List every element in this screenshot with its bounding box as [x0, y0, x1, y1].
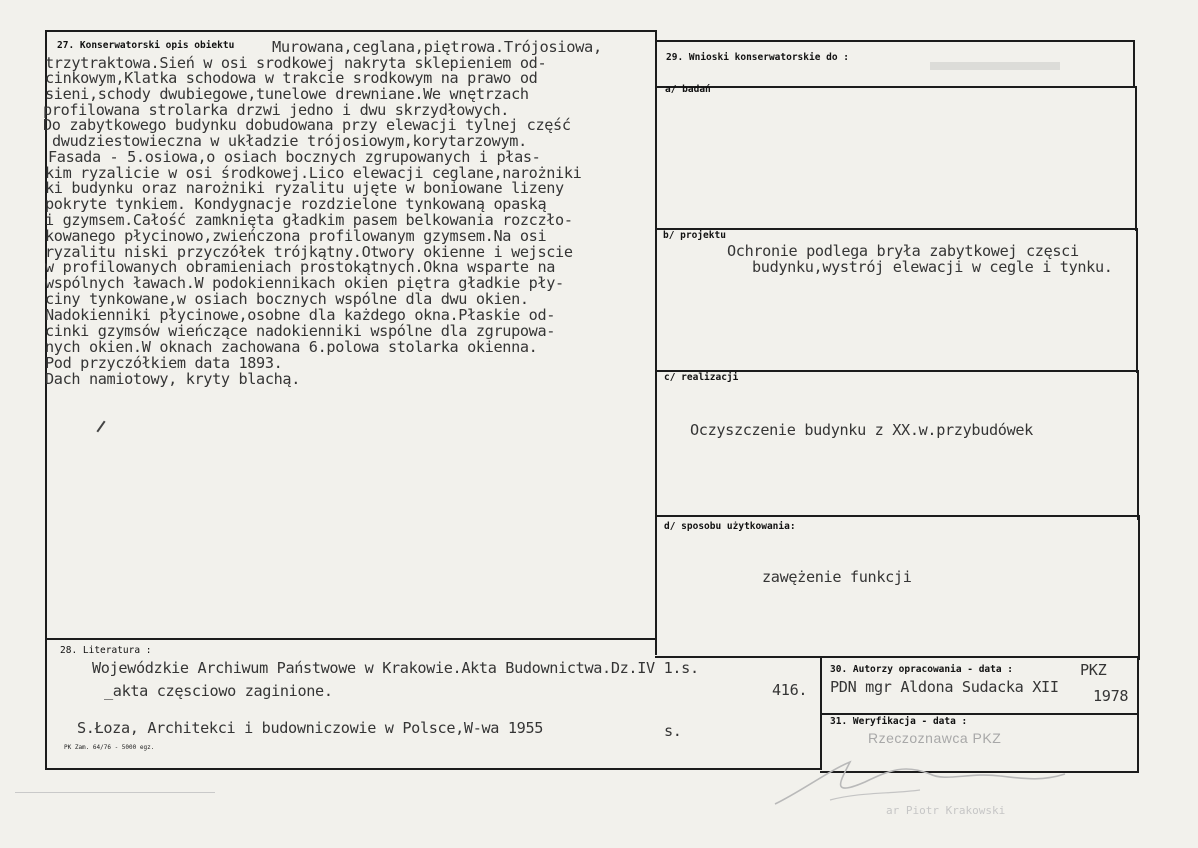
description-line: Murowana,ceglana,piętrowa.Trójosiowa,: [272, 38, 602, 56]
authors-year: 1978: [1093, 687, 1129, 705]
frame-right: [1133, 40, 1135, 88]
signature: [770, 752, 1070, 812]
literature-line-3-suffix: s.: [664, 722, 682, 740]
description-line: Dach namiotowy, kryty blachą.: [45, 370, 301, 388]
section-28-header: 28. Literatura :: [60, 645, 152, 656]
print-note: PK Zam. 64/76 - 5000 egz.: [64, 744, 155, 751]
description-line: ryzalitu niski przyczółek trójkątny.Otwory okienne i wejscie: [45, 243, 573, 261]
description-line: pokryte tynkiem. Kondygnacje rozdzielone tynkowaną opaską: [45, 195, 547, 213]
description-line: kim ryzalicie w osi środkowej.Lico elewacji ceglane,narożniki: [45, 164, 582, 182]
literature-line-1-num: 416.: [772, 681, 808, 699]
description-line: Fasada - 5.osiowa,o osiach bocznych zgrupowanych i płas-: [48, 148, 541, 166]
conclusion-c-text: Oczyszczenie budynku z XX.w.przybudówek: [690, 421, 1033, 439]
section-29b-header: b/ projektu: [663, 230, 726, 241]
description-line: Nadokienniki płycinowe,osobne dla każdego okna.Płaskie od-: [45, 306, 556, 324]
bleed-mark: [15, 792, 215, 793]
verification-stamp-name: ar Piotr Krakowski: [886, 804, 1006, 817]
divider-29-30: [655, 656, 1140, 658]
conclusion-b-line: Ochronie podlega bryła zabytkowej częsci: [727, 242, 1079, 260]
frame-right-4: [1137, 370, 1139, 520]
frame-bottom: [45, 768, 820, 770]
description-line: dwudziestowieczna w układzie trójosiowym,korytarzowym.: [52, 132, 527, 150]
frame-right-2: [1135, 86, 1137, 231]
description-line: i gzymsem.Całość zamknięta gładkim pasem belkowania rozczło-: [45, 211, 573, 229]
section-29-header: 29. Wnioski konserwatorskie do :: [666, 52, 850, 63]
description-line: cinki gzymsów wieńczące nadokienniki wspólne dla zgrupowa-: [45, 322, 556, 340]
description-line: Do zabytkowego budynku dobudowana przy elewacji tylnej część: [43, 116, 571, 134]
description-line: wspólnych ławach.W podokiennikach okien piętra gładkie pły-: [45, 274, 564, 292]
description-line: trzytraktowa.Sień w osi srodkowej nakryta sklepieniem od-: [45, 54, 547, 72]
description-line: ki budynku oraz narożniki ryzalitu ujęte w boniowane lizeny: [45, 179, 564, 197]
literature-line-3: S.Łoza, Architekci i budowniczowie w Polsce,W-wa 1955: [77, 719, 544, 737]
section-27-header: 27. Konserwatorski opis obiektu: [57, 40, 235, 51]
description-line: Pod przyczółkiem data 1893.: [45, 354, 283, 372]
literature-line-1: Wojewódzkie Archiwum Państwowe w Krakowie.Akta Budownictwa.Dz.IV 1.s.: [92, 659, 699, 677]
section-29c-header: c/ realizacji: [664, 372, 739, 383]
frame-left: [45, 30, 47, 770]
frame-right-5: [1138, 515, 1140, 660]
conclusion-b-line: budynku,wystrój elewacji w cegle i tynku.: [752, 258, 1113, 276]
description-line: nych okien.W oknach zachowana 6.polowa stolarka okienna.: [45, 338, 538, 356]
divider-29-header: [655, 86, 1135, 88]
frame-right-3: [1136, 228, 1138, 373]
bleed-mark: [930, 62, 1060, 70]
description-line: ciny tynkowane,w osiach bocznych wspólne dla dwu okien.: [45, 290, 529, 308]
section-30-header: 30. Autorzy opracowania - data :: [830, 664, 1014, 675]
authors-org: PKZ: [1080, 661, 1107, 679]
verification-stamp: Rzeczoznawca PKZ: [868, 730, 1002, 746]
description-line: w profilowanych obramieniach prostokątnych.Okna wsparte na: [45, 258, 556, 276]
section-29d-header: d/ sposobu użytkowania:: [664, 521, 796, 532]
divider-29c-d: [655, 515, 1139, 517]
section-31-header: 31. Weryfikacja - data :: [830, 716, 968, 727]
description-line: profilowana strolarka drzwi jedno i dwu skrzydłowych.: [43, 101, 510, 119]
literature-line-2: _akta częsciowo zaginione.: [104, 682, 333, 700]
divider-29a-b: [655, 228, 1137, 230]
description-line: cinkowym,Klatka schodowa w trakcie srodkowym na prawo od: [45, 69, 538, 87]
authors-line: PDN mgr Aldona Sudacka XII: [830, 678, 1059, 696]
divider-27-28: [45, 638, 657, 640]
section-29a-header: a/ badań: [665, 84, 711, 95]
frame-top-left: [45, 30, 657, 32]
description-line: sieni,schody dwubiegowe,tunelowe drewniane.We wnętrzach: [45, 85, 529, 103]
divider-30-31: [820, 713, 1138, 715]
conclusion-d-text: zawężenie funkcji: [762, 568, 912, 586]
frame-right-6: [1137, 656, 1139, 773]
description-line: kowanego płycinowo,zwieńczona profilowanym gzymsem.Na osi: [45, 227, 547, 245]
pen-mark: [96, 421, 105, 433]
frame-top-right: [655, 40, 1135, 42]
divider-27-29: [655, 30, 657, 655]
